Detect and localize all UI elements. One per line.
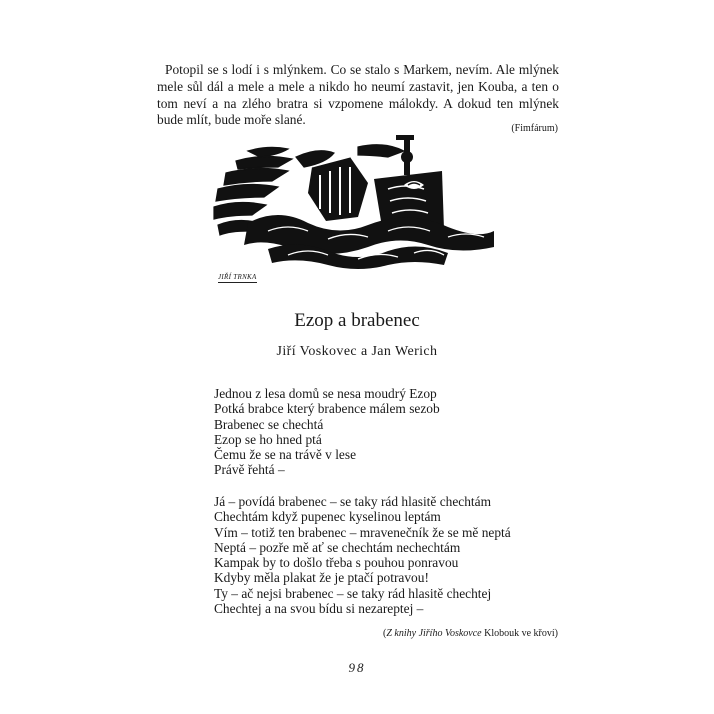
source-citation-bottom <box>383 628 558 639</box>
poem-line: Chechtám když pupenec kyselinou leptám <box>214 509 441 525</box>
poem-line: Neptá – pozře mě ať se chechtám nechechtám <box>214 539 461 555</box>
poem-line: Jednou z lesa domů se nesa moudrý Ezop <box>214 386 437 401</box>
poem-line: Brabenec se chechtá <box>214 416 324 432</box>
ship-mast-figure <box>396 135 414 175</box>
poem-line: Chechtej a na svou bídu si nezareptej – <box>214 601 424 617</box>
poem-line: Potká brabce který brabence málem sezob <box>214 401 440 417</box>
citation-italic: Z knihy Jiřího Voskovce <box>386 628 482 639</box>
poem-stanza-2 <box>214 494 511 616</box>
poem-stanza-1 <box>214 386 440 478</box>
ship-illustration <box>208 127 498 273</box>
poem-line: Vím – totiž ten brabenec – mravenečník že se mě neptá <box>214 524 511 540</box>
poem-line: Kdyby měla plakat že je ptačí potravou! <box>214 570 429 586</box>
source-citation-top: (Fimfárum) <box>511 123 558 134</box>
poem-line: Právě řehtá – <box>214 462 285 478</box>
prose-paragraph: Potopil se s lodí i s mlýnkem. Co se stalo s Markem, nevím. Ale mlýnek mele sůl dál a mele a mele a nikdo ho neumí zastavit, jen Kouba, a ten o tom neví a na zlého bratra si vzpomene málokdy. A dokud ten mlýnek bude mlít, bude moře slané. <box>157 62 559 128</box>
illustration-credit: JIŘÍ TRNKA <box>218 273 257 281</box>
citation-open: ( <box>383 628 387 639</box>
poem-line: Čemu že se na trávě v lese <box>214 447 357 463</box>
poem-authors: Jiří Voskovec a Jan Werich <box>276 344 438 359</box>
poem-line: Ezop se ho hned ptá <box>214 431 322 447</box>
citation-title: Klobouk ve křoví) <box>481 628 558 639</box>
waves <box>244 215 494 269</box>
page-number: 98 <box>348 660 366 675</box>
poem-line: Já – povídá brabenec – se taky rád hlasitě chechtám <box>214 494 491 509</box>
poem-line: Kampak by to došlo třeba s pouhou ponravou <box>214 555 459 571</box>
poem-line: Ty – ač nejsi brabenec – se taky rád hlasitě chechtej <box>214 585 492 601</box>
capsized-cabin <box>308 157 368 221</box>
poem-title: Ezop a brabenec <box>294 310 420 331</box>
